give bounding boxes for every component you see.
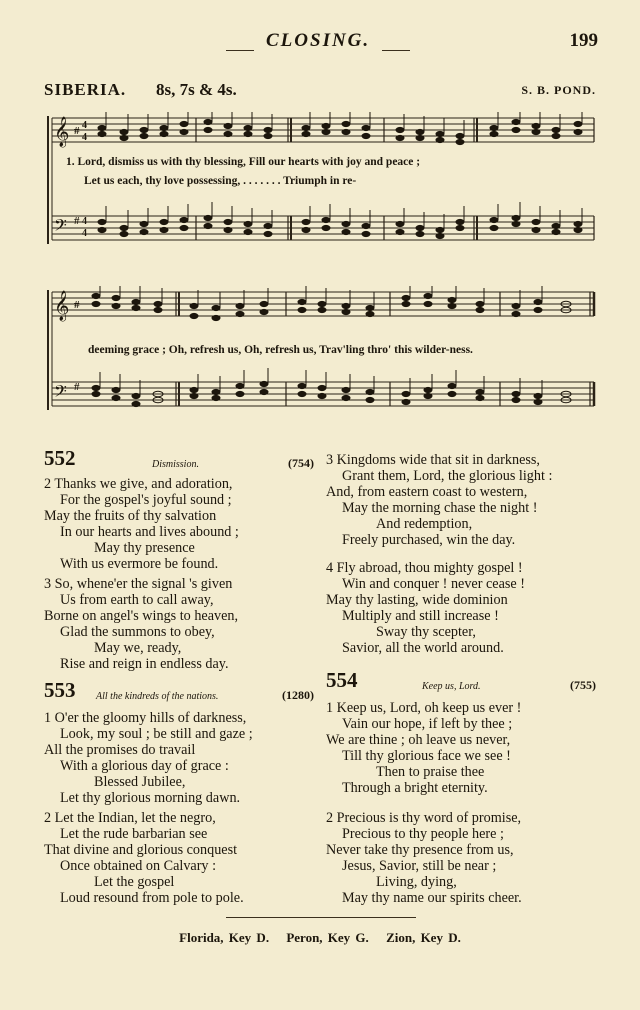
hymn-line: Savior, all the world around. (342, 640, 504, 656)
footer-rule (226, 917, 416, 918)
hymn-554-heading (326, 668, 596, 698)
hymn-line: Multiply and still increase ! (342, 608, 499, 624)
hymn-line: Glad the summons to obey, (60, 624, 215, 640)
hymn-line: 3 So, whene'er the signal 's given (44, 576, 233, 592)
hymn-line: Never take thy presence from us, (326, 842, 514, 858)
hymn-line: Let the gospel (94, 874, 175, 890)
hymn-line: In our hearts and lives abound ; (60, 524, 239, 540)
svg-text:4: 4 (82, 120, 87, 131)
hymn-number: 554 (326, 668, 358, 692)
svg-text:#: # (74, 125, 80, 137)
music-system-2 (44, 286, 598, 416)
tune-composer: S. B. POND. (521, 83, 596, 97)
hymn-line: May thy lasting, wide dominion (326, 592, 508, 608)
hymn-line: Blessed Jubilee, (94, 774, 186, 790)
hymn-line: Living, dying, (376, 874, 457, 890)
hymn-line: 4 Fly abroad, thou mighty gospel ! (326, 560, 523, 576)
hymn-line: Till thy glorious face we see ! (342, 748, 511, 764)
footer-key-peron: Peron, Key G. (286, 930, 369, 945)
svg-text:4: 4 (82, 132, 87, 143)
hymn-line: 3 Kingdoms wide that sit in darkness, (326, 452, 540, 468)
hymn-number: 552 (44, 446, 76, 470)
hymn-line: And, from eastern coast to western, (326, 484, 528, 500)
hymn-reference: (755) (570, 678, 596, 692)
hymn-line: Borne on angel's wings to heaven, (44, 608, 239, 624)
music-lyric-verse-1-cont: Let us each, thy love possessing, . . . . . . . Triumph in re- (84, 175, 357, 187)
hymn-line: May we, ready, (94, 640, 182, 656)
hymn-line: Grant them, Lord, the glorious light : (342, 468, 553, 484)
hymn-line: Let the rude barbarian see (60, 826, 208, 842)
head-rule-right (382, 50, 410, 51)
hymn-line: Sway thy scepter, (376, 624, 476, 640)
hymn-line: Once obtained on Calvary : (60, 858, 217, 874)
hymn-line: All the promises do travail (44, 742, 196, 758)
hymn-line: With us evermore be found. (60, 556, 219, 572)
hymn-subtitle: All the kindreds of the nations. (96, 691, 219, 702)
hymn-553 (44, 678, 314, 912)
hymn-552-continued (326, 452, 596, 662)
hymn-line: 2 Let the Indian, let the negro, (44, 810, 216, 826)
hymn-subtitle: Dismission. (152, 459, 199, 470)
hymn-line: Loud resound from pole to pole. (60, 890, 244, 906)
running-head (0, 30, 640, 60)
hymn-line: Through a bright eternity. (342, 780, 488, 796)
footer-key-zion: Zion, Key D. (386, 930, 461, 945)
hymn-line: 2 Thanks we give, and adoration, (44, 476, 233, 492)
section-title: CLOSING. (266, 30, 371, 51)
tune-heading (44, 80, 596, 102)
hymn-reference: (1280) (282, 688, 314, 702)
hymn-552-heading (44, 446, 314, 476)
hymn-line: Win and conquer ! never cease ! (342, 576, 525, 592)
hymn-line: We are thine ; oh leave us never, (326, 732, 511, 748)
head-rule-left (226, 50, 254, 51)
tune-meter: 8s, 7s & 4s. (156, 80, 237, 99)
music-lyric-verse-1: 1. Lord, dismiss us with thy blessing, Fill our hearts with joy and peace ; (66, 156, 421, 168)
hymn-reference: (754) (288, 456, 314, 470)
hymn-line: Look, my soul ; be still and gaze ; (60, 726, 253, 742)
svg-text:𝄢: 𝄢 (54, 381, 67, 405)
hymn-line: Precious to thy people here ; (342, 826, 504, 842)
svg-text:𝄢: 𝄢 (54, 215, 67, 239)
hymn-line: And redemption, (376, 516, 473, 532)
tune-name: SIBERIA. (44, 80, 127, 99)
hymn-line: May thy name our spirits cheer. (342, 890, 522, 906)
svg-text:4: 4 (82, 228, 87, 239)
hymn-line: That divine and glorious conquest (44, 842, 238, 858)
svg-text:#: # (74, 381, 80, 393)
footer-key-florida: Florida, Key D. (179, 930, 270, 945)
music-system-1 (44, 112, 598, 250)
hymn-line: Rise and reign in endless day. (60, 656, 229, 672)
hymn-line: May the morning chase the night ! (342, 500, 538, 516)
svg-text:4: 4 (82, 216, 87, 227)
hymn-553-heading (44, 678, 314, 708)
hymn-552 (44, 446, 314, 672)
svg-text:𝄞: 𝄞 (54, 291, 70, 321)
music-lyric-verse-1-end: deeming grace ; Oh, refresh us, Oh, refresh us, Trav'ling thro' this wilder-ness. (88, 344, 473, 356)
hymn-line: Then to praise thee (376, 764, 485, 780)
hymn-subtitle: Keep us, Lord. (422, 681, 481, 692)
svg-text:𝄞: 𝄞 (54, 117, 70, 147)
hymn-554 (326, 668, 596, 912)
hymn-line: Freely purchased, win the day. (342, 532, 516, 548)
hymn-line: Jesus, Savior, still be near ; (342, 858, 497, 874)
svg-text:#: # (74, 215, 80, 227)
hymn-line: Us from earth to call away, (60, 592, 214, 608)
hymn-line: 1 O'er the gloomy hills of darkness, (44, 710, 247, 726)
hymn-line: May thy presence (94, 540, 195, 556)
hymn-line: 2 Precious is thy word of promise, (326, 810, 522, 826)
hymn-line: 1 Keep us, Lord, oh keep us ever ! (326, 700, 522, 716)
hymn-line: May the fruits of thy salvation (44, 508, 217, 524)
page-number: 199 (569, 30, 598, 51)
hymn-line: With a glorious day of grace : (60, 758, 229, 774)
hymn-line: Vain our hope, if left by thee ; (342, 716, 513, 732)
hymn-line: Let thy glorious morning dawn. (60, 790, 241, 806)
hymn-number: 553 (44, 678, 76, 702)
footer-keys (0, 930, 640, 946)
svg-text:#: # (74, 299, 80, 311)
hymn-line: For the gospel's joyful sound ; (60, 492, 232, 508)
